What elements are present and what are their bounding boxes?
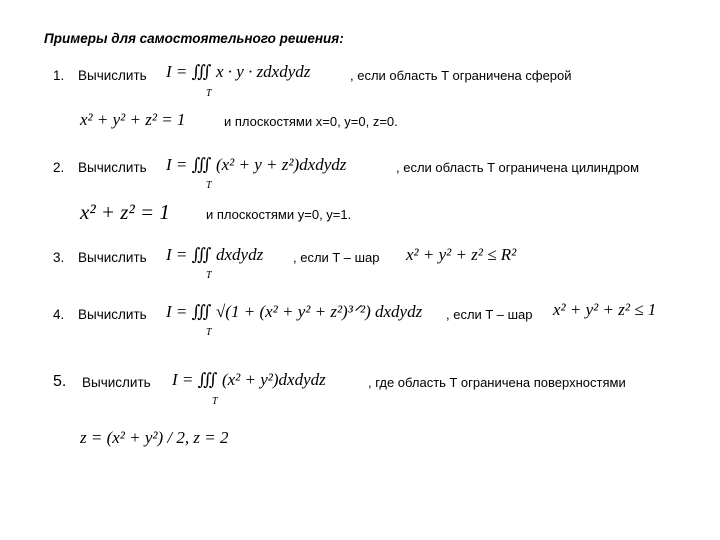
problem-2-number: 2.: [53, 160, 65, 175]
problem-2-condition: , если область T ограничена цилиндром: [396, 160, 640, 175]
problem-2-domain-symbol: T: [206, 180, 212, 191]
problem-3-integral: I = ∭ dxdydz: [166, 245, 264, 264]
problem-3-domain-symbol: T: [206, 270, 212, 281]
problem-4-extra-formula: x² + y² + z² ≤ 1: [553, 300, 657, 319]
problem-2-line2-formula: x² + z² = 1: [80, 200, 170, 224]
problem-4-number: 4.: [53, 307, 65, 322]
problem-5-integral: I = ∭ (x² + y²)dxdydz: [172, 370, 326, 389]
problem-3-condition: , если T – шар: [293, 250, 380, 265]
problem-1-number: 1.: [53, 68, 65, 83]
problem-3-extra-formula: x² + y² + z² ≤ R²: [406, 245, 517, 264]
problem-5-domain-symbol: T: [212, 396, 218, 407]
problem-1-line2-formula: x² + y² + z² = 1: [80, 110, 186, 129]
problem-1-verb: Вычислить: [78, 68, 147, 83]
problem-3-number: 3.: [53, 250, 65, 265]
problem-2-line2-text: и плоскостями y=0, y=1.: [206, 207, 352, 222]
problem-4-domain-symbol: T: [206, 327, 212, 338]
problem-1-condition: , если область T ограничена сферой: [350, 68, 572, 83]
problem-1-integral: I = ∭ x · y · zdxdydz: [166, 62, 311, 81]
problem-1-domain-symbol: T: [206, 88, 212, 99]
problem-4-verb: Вычислить: [78, 307, 147, 322]
problem-4-condition: , если T – шар: [446, 307, 533, 322]
problem-5-line2-formula: z = (x² + y²) / 2, z = 2: [80, 428, 229, 447]
problem-5-verb: Вычислить: [82, 375, 151, 390]
problem-5-number: 5.: [53, 373, 67, 390]
problem-1-line2-text: и плоскостями x=0, y=0, z=0.: [224, 114, 398, 129]
problem-2-integral: I = ∭ (x² + y + z²)dxdydz: [166, 155, 347, 174]
problem-3-verb: Вычислить: [78, 250, 147, 265]
page-heading: Примеры для самостоятельного решения:: [44, 31, 344, 46]
problem-4-integral: I = ∭ √(1 + (x² + y² + z²)³ᐟ²) dxdydz: [166, 302, 423, 321]
problem-2-verb: Вычислить: [78, 160, 147, 175]
problem-5-condition: , где область T ограничена поверхностями: [368, 375, 626, 390]
